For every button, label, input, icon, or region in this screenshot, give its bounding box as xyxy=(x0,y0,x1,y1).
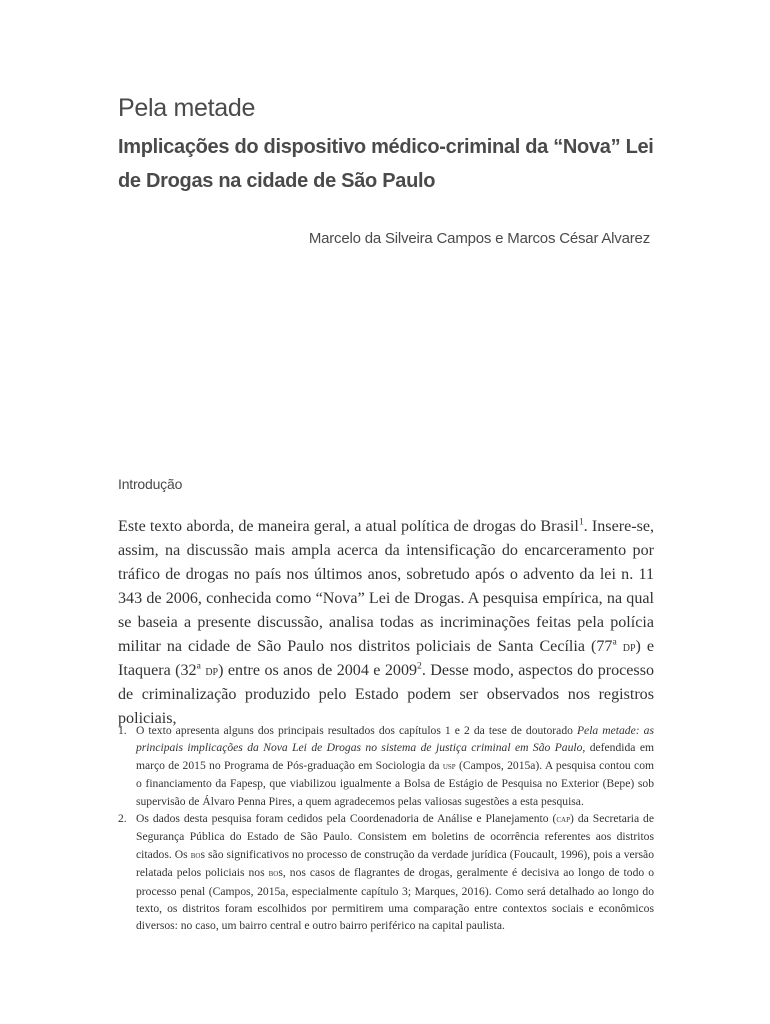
article-subtitle: Implicações do dispositivo médico-criminal da “Nova” Lei de Drogas na cidade de São Paulo xyxy=(118,136,654,192)
article-authors: Marcelo da Silveira Campos e Marcos César Alvarez xyxy=(308,230,650,247)
abbr-usp: usp xyxy=(442,760,456,772)
ordinal-marker: a xyxy=(612,636,617,648)
footnote-text: Os dados desta pesquisa foram cedidos pela Coordenadoria de Análise e Planejamento ( xyxy=(136,812,557,826)
body-text: ) entre os anos de 2004 e 2009 xyxy=(218,662,418,679)
abbr-dp: dp xyxy=(205,663,219,679)
footnote-text: O texto apresenta alguns dos principais resultados dos capítulos 1 e 2 da tese de doutorado xyxy=(136,724,577,737)
abbr-cap: cap xyxy=(556,814,571,826)
body-paragraph xyxy=(118,515,654,731)
footnote-text: s, nos casos de flagrantes de drogas, geralmente é decisiva ao longo de todo o processo penal (Campos, 2015a, especialmente capítulo 3; Marques, 2016). Como será detalhado ao longo do texto, os distritos foram escolhidos por permitirem uma comparação entre contextos sociais e econômicos diversos: no caso, um bairro central e outro bairro periférico na capital paulista. xyxy=(136,866,654,933)
article-title: Pela metade xyxy=(118,94,256,122)
body-text: ) e Itaquera (32 xyxy=(118,638,655,679)
footnote-text: s são significativos no processo de construção da verdade jurídica (Foucault, 1996), pois a versão relatada pelos policiais nos xyxy=(136,847,655,880)
footnote-ref-2: 2 xyxy=(417,660,422,672)
section-heading: Introdução xyxy=(118,476,183,492)
footnote-1 xyxy=(118,722,654,810)
footnote-2 xyxy=(118,810,654,935)
body-text: . Desse modo, aspectos do processo de criminalização produzido pelo Estado podem ser observados nos registros policiais, xyxy=(118,662,655,727)
footnote-number: 2. xyxy=(118,812,127,826)
abbr-dp: dp xyxy=(622,639,636,655)
footnote-text: , defendida em março de 2015 no Programa de Pós-graduação em Sociologia da xyxy=(136,741,654,772)
abbr-bo: bo xyxy=(268,868,279,880)
body-text: Este texto aborda, de maneira geral, a atual política de drogas do Brasil xyxy=(118,518,579,535)
footnotes xyxy=(118,722,654,935)
abbr-bo: bo xyxy=(190,849,201,861)
footnote-text: ) da Secretaria de Segurança Pública do Estado de São Paulo. Consistem em boletins de ocorrência referentes aos distritos citados. Os xyxy=(136,812,654,861)
footnote-ref-1: 1 xyxy=(578,516,584,528)
ordinal-marker: a xyxy=(196,660,201,672)
footnote-number: 1. xyxy=(118,724,127,737)
body-text: . Insere-se, assim, na discussão mais ampla acerca da intensificação do encarceramento por tráfico de drogas no país nos últimos anos, sobretudo após o advento da lei n. 11 343 de 2006, conhecida como “Nova” Lei de Drogas. A pesquisa empírica, na qual se baseia a presente discussão, analisa todas as incriminações feitas pela polícia militar na cidade de São Paulo nos distritos policiais de Santa Cecília (77 xyxy=(118,518,655,655)
footnote-text: (Campos, 2015a). A pesquisa contou com o financiamento da Fapesp, que viabilizou igualmente a Bolsa de Estágio de Pesquisa no Exterior (Bepe) sob supervisão de Álvaro Penna Pires, a quem agradecemos pelas valiosas sugestões a esta pesquisa. xyxy=(136,758,655,808)
footnote-italic-title: Pela metade: as principais implicações da Nova Lei de Drogas no sistema de justiça criminal em São Paulo xyxy=(136,724,654,755)
